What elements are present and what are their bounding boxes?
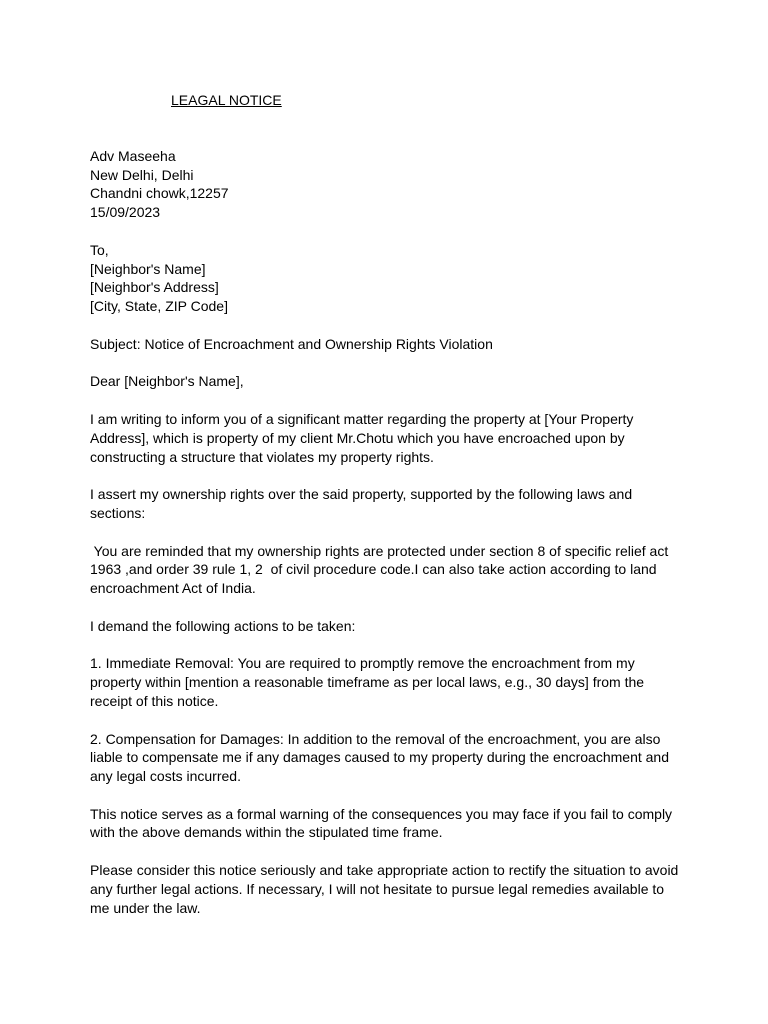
- paragraph-line: 1963 ,and order 39 rule 1, 2 of civil procedure code.I can also take action according to land: [90, 561, 657, 578]
- paragraph-line: any legal costs incurred.: [90, 768, 241, 785]
- document-page: [90, 91, 690, 936]
- body-paragraph: [90, 485, 690, 523]
- paragraph-line: sections:: [90, 504, 146, 521]
- paragraph-line: with the above demands within the stipulated time frame.: [90, 824, 443, 841]
- body-paragraph: [90, 805, 690, 843]
- paragraph-line: liable to compensate me if any damages caused to my property during the encroachment and: [90, 749, 669, 766]
- recipient-to: To,: [90, 241, 109, 258]
- paragraph-line: property within [mention a reasonable timeframe as per local laws, e.g., 30 days] from the: [90, 674, 645, 691]
- sender-address: Chandni chowk,12257: [90, 185, 229, 202]
- paragraph-line: me under the law.: [90, 899, 201, 916]
- sender-block: [90, 147, 690, 222]
- body-paragraph: [90, 617, 690, 636]
- paragraph-line: Address], which is property of my client Mr.Chotu which you have encroached upon by: [90, 429, 625, 446]
- document-title: LEAGAL NOTICE: [171, 92, 282, 108]
- recipient-city: [City, State, ZIP Code]: [90, 298, 228, 315]
- paragraph-line: constructing a structure that violates my property rights.: [90, 448, 434, 465]
- sender-city: New Delhi, Delhi: [90, 166, 194, 183]
- recipient-address: [Neighbor's Address]: [90, 279, 219, 296]
- body-paragraph: [90, 654, 690, 710]
- recipient-name: [Neighbor's Name]: [90, 260, 206, 277]
- paragraph-line: Please consider this notice seriously and take appropriate action to rectify the situation to avoid: [90, 862, 679, 879]
- body-paragraph: [90, 730, 690, 786]
- salutation: [90, 372, 690, 391]
- paragraph-line: 1. Immediate Removal: You are required to promptly remove the encroachment from my: [90, 655, 635, 672]
- paragraph-line: encroachment Act of India.: [90, 580, 256, 597]
- notice-date: 15/09/2023: [90, 204, 161, 221]
- subject-line: [90, 335, 690, 354]
- subject-text: Subject: Notice of Encroachment and Ownership Rights Violation: [90, 335, 493, 352]
- sender-name: Adv Maseeha: [90, 147, 176, 164]
- body-paragraph: [90, 861, 690, 917]
- paragraph-line: I demand the following actions to be taken:: [90, 617, 356, 634]
- paragraph-line: This notice serves as a formal warning of the consequences you may face if you fail to comply: [90, 805, 673, 822]
- paragraph-line: I am writing to inform you of a significant matter regarding the property at [Your Property: [90, 410, 634, 427]
- recipient-block: [90, 241, 690, 316]
- paragraph-line: You are reminded that my ownership rights are protected under section 8 of specific relief act: [90, 542, 669, 559]
- body-paragraph: [90, 542, 690, 598]
- body-paragraph: [90, 410, 690, 466]
- paragraph-line: receipt of this notice.: [90, 692, 219, 709]
- paragraph-line: 2. Compensation for Damages: In addition to the removal of the encroachment, you are also: [90, 730, 661, 747]
- paragraph-line: I assert my ownership rights over the said property, supported by the following laws and: [90, 486, 633, 503]
- paragraph-line: any further legal actions. If necessary, I will not hesitate to pursue legal remedies available to: [90, 880, 665, 897]
- salutation-text: Dear [Neighbor's Name],: [90, 373, 244, 390]
- body-paragraphs: [90, 410, 690, 918]
